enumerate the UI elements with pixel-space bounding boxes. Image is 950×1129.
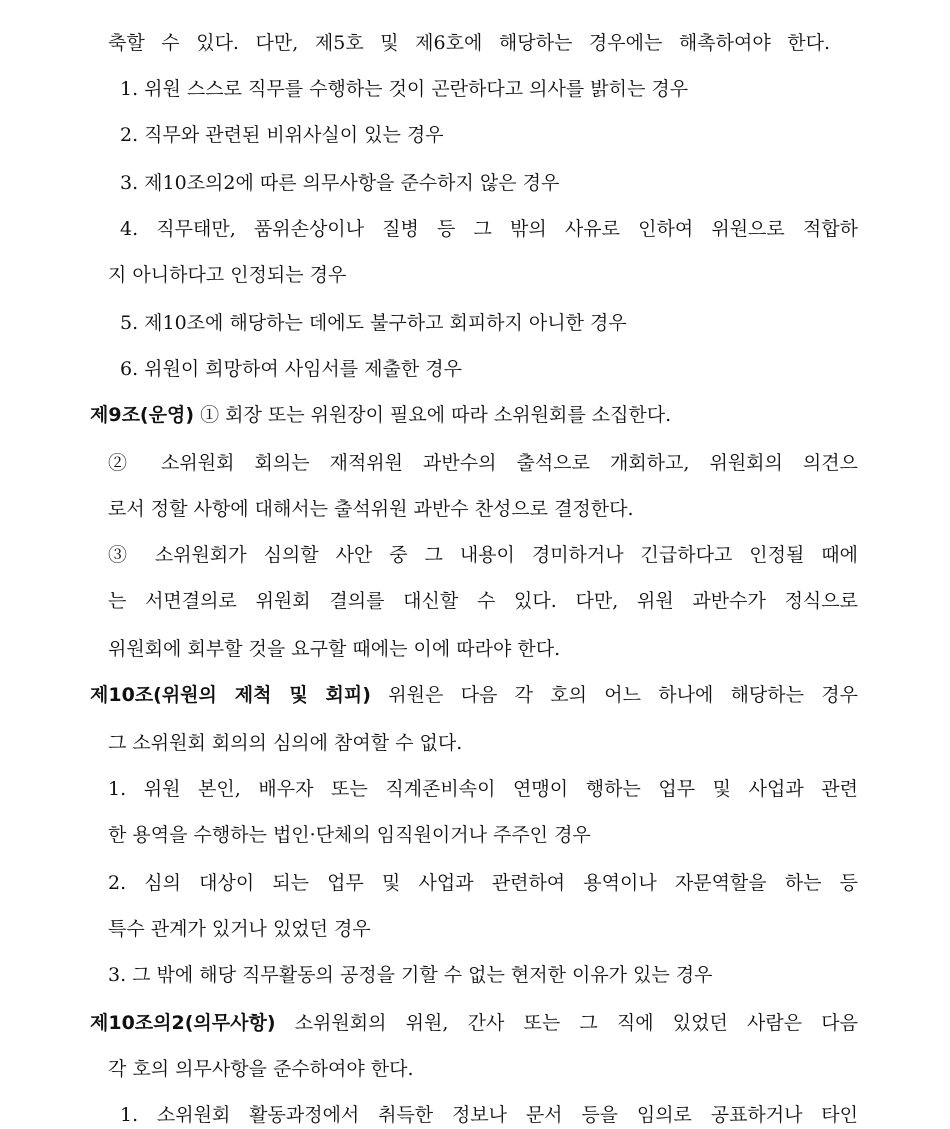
- list-item: 특수 관계가 있거나 있었던 경우: [108, 918, 371, 940]
- article-heading: 제10조의2(의무사항): [90, 1012, 276, 1034]
- list-item: 1. 위원 스스로 직무를 수행하는 것이 곤란하다고 의사를 밝히는 경우: [120, 78, 689, 100]
- article-10-2: [90, 1010, 858, 1036]
- list-item: 1. 소위원회 활동과정에서 취득한 정보나 문서 등을 임의로 공표하거나 타인: [120, 1104, 858, 1126]
- paragraph-line: 각 호의 의무사항을 준수하여야 한다.: [108, 1058, 414, 1080]
- list-item: 한 용역을 수행하는 법인·단체의 임직원이거나 주주인 경우: [108, 824, 591, 846]
- paragraph-line: 는 서면결의로 위원회 결의를 대신할 수 있다. 다만, 위원 과반수가 정식으로: [108, 590, 858, 612]
- list-item: 2. 직무와 관련된 비위사실이 있는 경우: [120, 124, 444, 146]
- list-item: 6. 위원이 희망하여 사임서를 제출한 경우: [120, 358, 462, 380]
- article-text: 위원은 다음 각 호의 어느 하나에 해당하는 경우: [388, 684, 858, 706]
- list-item: 3. 그 밖에 해당 직무활동의 공정을 기할 수 없는 현저한 이유가 있는 경우: [108, 964, 713, 986]
- paragraph-line: ③ 소위원회가 심의할 사안 중 그 내용이 경미하거나 긴급하다고 인정될 때에: [108, 544, 858, 566]
- text-line: 축할 수 있다. 다만, 제5호 및 제6호에 해당하는 경우에는 해촉하여야 한다.: [108, 32, 830, 54]
- list-item: 5. 제10조에 해당하는 데에도 불구하고 회피하지 아니한 경우: [120, 312, 627, 334]
- article-9: [90, 402, 790, 428]
- article-text: 소위원회의 위원, 간사 또는 그 직에 있었던 사람은 다음: [294, 1012, 858, 1034]
- article-heading: 제9조(운영): [90, 404, 195, 426]
- paragraph-line: 그 소위원회 회의의 심의에 참여할 수 없다.: [108, 732, 463, 754]
- paragraph-line: 로서 정할 사항에 대해서는 출석위원 과반수 찬성으로 결정한다.: [108, 498, 634, 520]
- article-10: [90, 682, 858, 708]
- article-heading: 제10조(위원의 제척 및 회피): [90, 684, 371, 706]
- text-line: 지 아니하다고 인정되는 경우: [108, 264, 347, 286]
- list-item: 3. 제10조의2에 따른 의무사항을 준수하지 않은 경우: [120, 172, 560, 194]
- paragraph-line: ② 소위원회 회의는 재적위원 과반수의 출석으로 개회하고, 위원회의 의견으: [108, 452, 858, 474]
- list-item: 1. 위원 본인, 배우자 또는 직계존비속이 연맹이 행하는 업무 및 사업과 관련: [108, 778, 858, 800]
- paragraph-line: 위원회에 회부할 것을 요구할 때에는 이에 따라야 한다.: [108, 638, 561, 660]
- list-item: 4. 직무태만, 품위손상이나 질병 등 그 밖의 사유로 인하여 위원으로 적합하: [120, 218, 858, 240]
- list-item: 2. 심의 대상이 되는 업무 및 사업과 관련하여 용역이나 자문역할을 하는 등: [108, 872, 858, 894]
- article-text: ① 회장 또는 위원장이 필요에 따라 소위원회를 소집한다.: [200, 404, 672, 426]
